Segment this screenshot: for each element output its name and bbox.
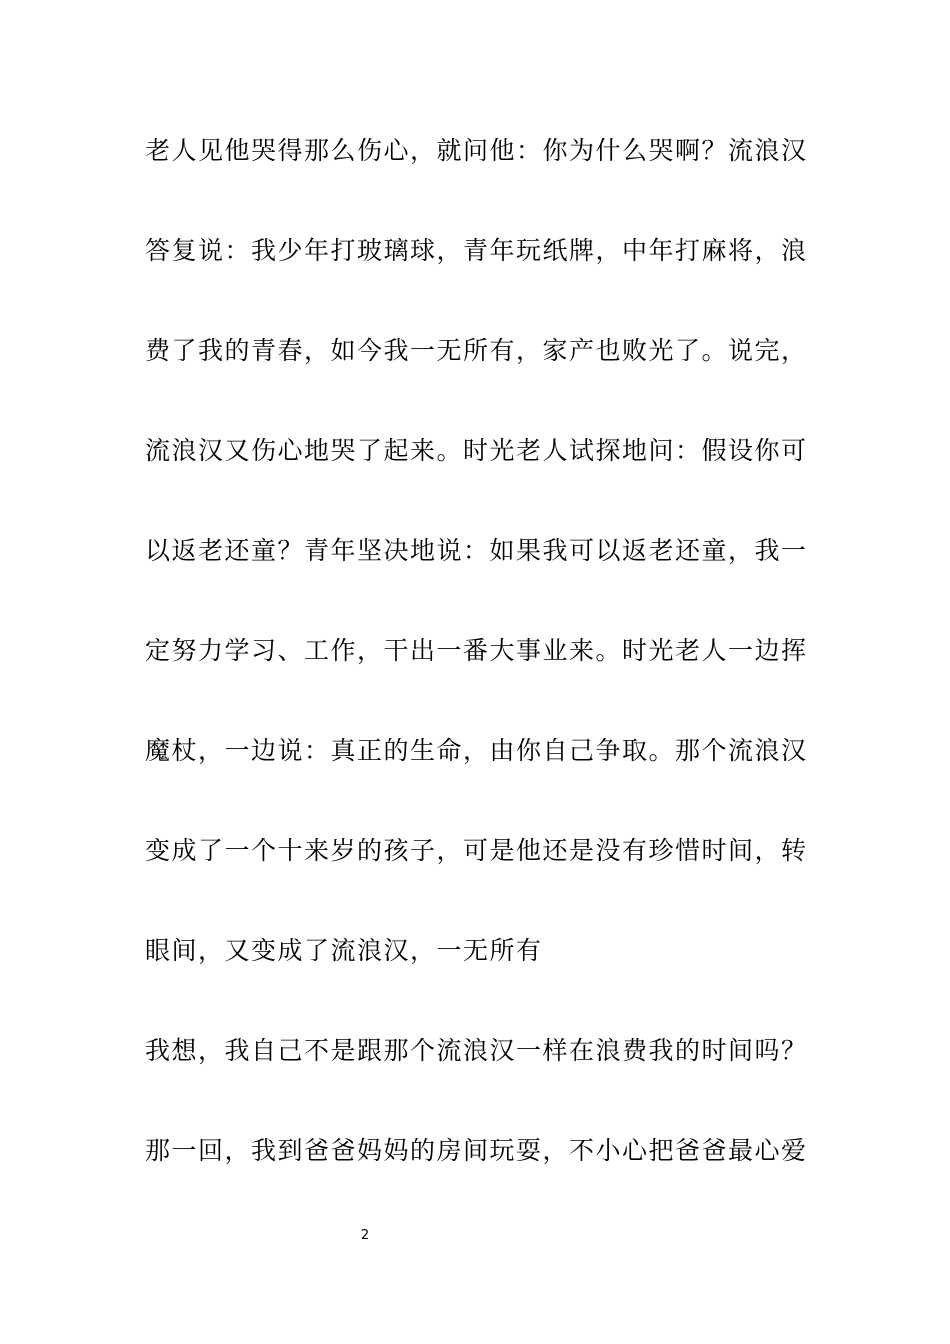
text-line: 魔杖，一边说：真正的生命，由你自己争取。那个流浪汉 xyxy=(145,736,808,765)
page-number: 2 xyxy=(360,1228,370,1243)
text-line: 老人见他哭得那么伤心，就问他：你为什么哭啊？流浪汉 xyxy=(145,136,808,165)
text-line: 变成了一个十来岁的孩子，可是他还是没有珍惜时间，转 xyxy=(145,836,808,865)
text-line: 以返老还童？青年坚决地说：如果我可以返老还童，我一 xyxy=(145,536,808,565)
text-line: 我想，我自己不是跟那个流浪汉一样在浪费我的时间吗？ xyxy=(145,1036,808,1065)
text-line: 流浪汉又伤心地哭了起来。时光老人试探地问：假设你可 xyxy=(145,436,808,465)
text-line: 答复说：我少年打玻璃球，青年玩纸牌，中年打麻将，浪 xyxy=(145,236,808,265)
text-line: 眼间，又变成了流浪汉，一无所有 xyxy=(145,936,543,965)
text-line: 定努力学习、工作，干出一番大事业来。时光老人一边挥 xyxy=(145,636,808,665)
text-line: 那一回，我到爸爸妈妈的房间玩耍，不小心把爸爸最心爱 xyxy=(145,1136,808,1165)
text-line: 费了我的青春，如今我一无所有，家产也败光了。说完， xyxy=(145,336,808,365)
